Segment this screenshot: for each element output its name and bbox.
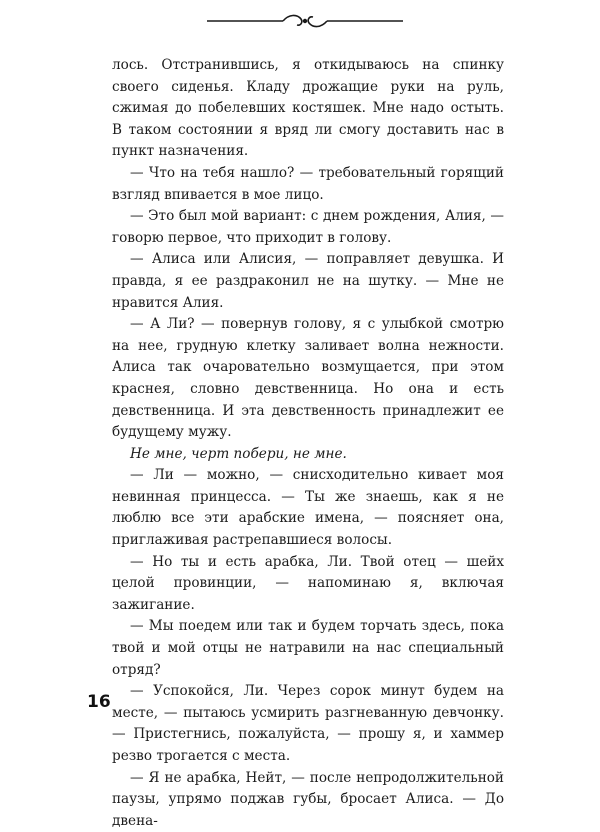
page-number: 16 (87, 692, 111, 712)
paragraph: — Успокойся, Ли. Через сорок минут будем на месте, — пытаюсь усмирить разгневанную девчонку. — Пристегнись, пожалуйста, — прошу я, и хаммер резво трогается с места. (112, 683, 504, 764)
paragraph: — Я не арабка, Нейт, — после непродолжительной паузы, упрямо поджав губы, бросает Алиса. — До двена- (112, 769, 504, 829)
paragraph: — Что на тебя нашло? — требовательный горящий взгляд впивается в мое лицо. (112, 164, 504, 203)
paragraph: лось. Отстранившись, я откидываюсь на спинку своего сиденья. Кладу дрожащие руки на руль, сжимая до побелевших костяшек. Мне надо остыть. В таком состоянии я вряд ли смогу доставить нас в пункт назначения. (112, 57, 504, 160)
paragraph: — Ли — можно, — снисходительно кивает моя невинная принцесса. — Ты же знаешь, как я не люблю все эти арабские имена, — поясняет она, приглаживая растрепавшиеся волосы. (112, 467, 504, 549)
decorative-divider-icon (205, 8, 405, 34)
body-text (112, 55, 504, 832)
paragraph: — Но ты и есть арабка, Ли. Твой отец — шейх целой провинции, — напоминаю я, включая зажигание. (112, 553, 504, 613)
paragraph: — А Ли? — повернув голову, я с улыбкой смотрю на нее, грудную клетку заливает волна нежности. Алиса так очаровательно возмущается, при этом краснея, словно девственница. Но она и есть девственница. И эта девственность принадлежит ее будущему мужу. (112, 316, 504, 441)
italic-paragraph: Не мне, черт побери, не мне. (130, 445, 347, 462)
paragraph: — Алиса или Алисия, — поправляет девушка. И правда, я ее раздраконил не на шутку. — Мне не нравится Алия. (112, 251, 504, 311)
paragraph: — Мы поедем или так и будем торчать здесь, пока твой и мой отцы не натравили на нас специальный отряд? (112, 618, 504, 678)
paragraph: — Это был мой вариант: с днем рождения, Алия, — говорю первое, что приходит в голову. (112, 208, 504, 246)
